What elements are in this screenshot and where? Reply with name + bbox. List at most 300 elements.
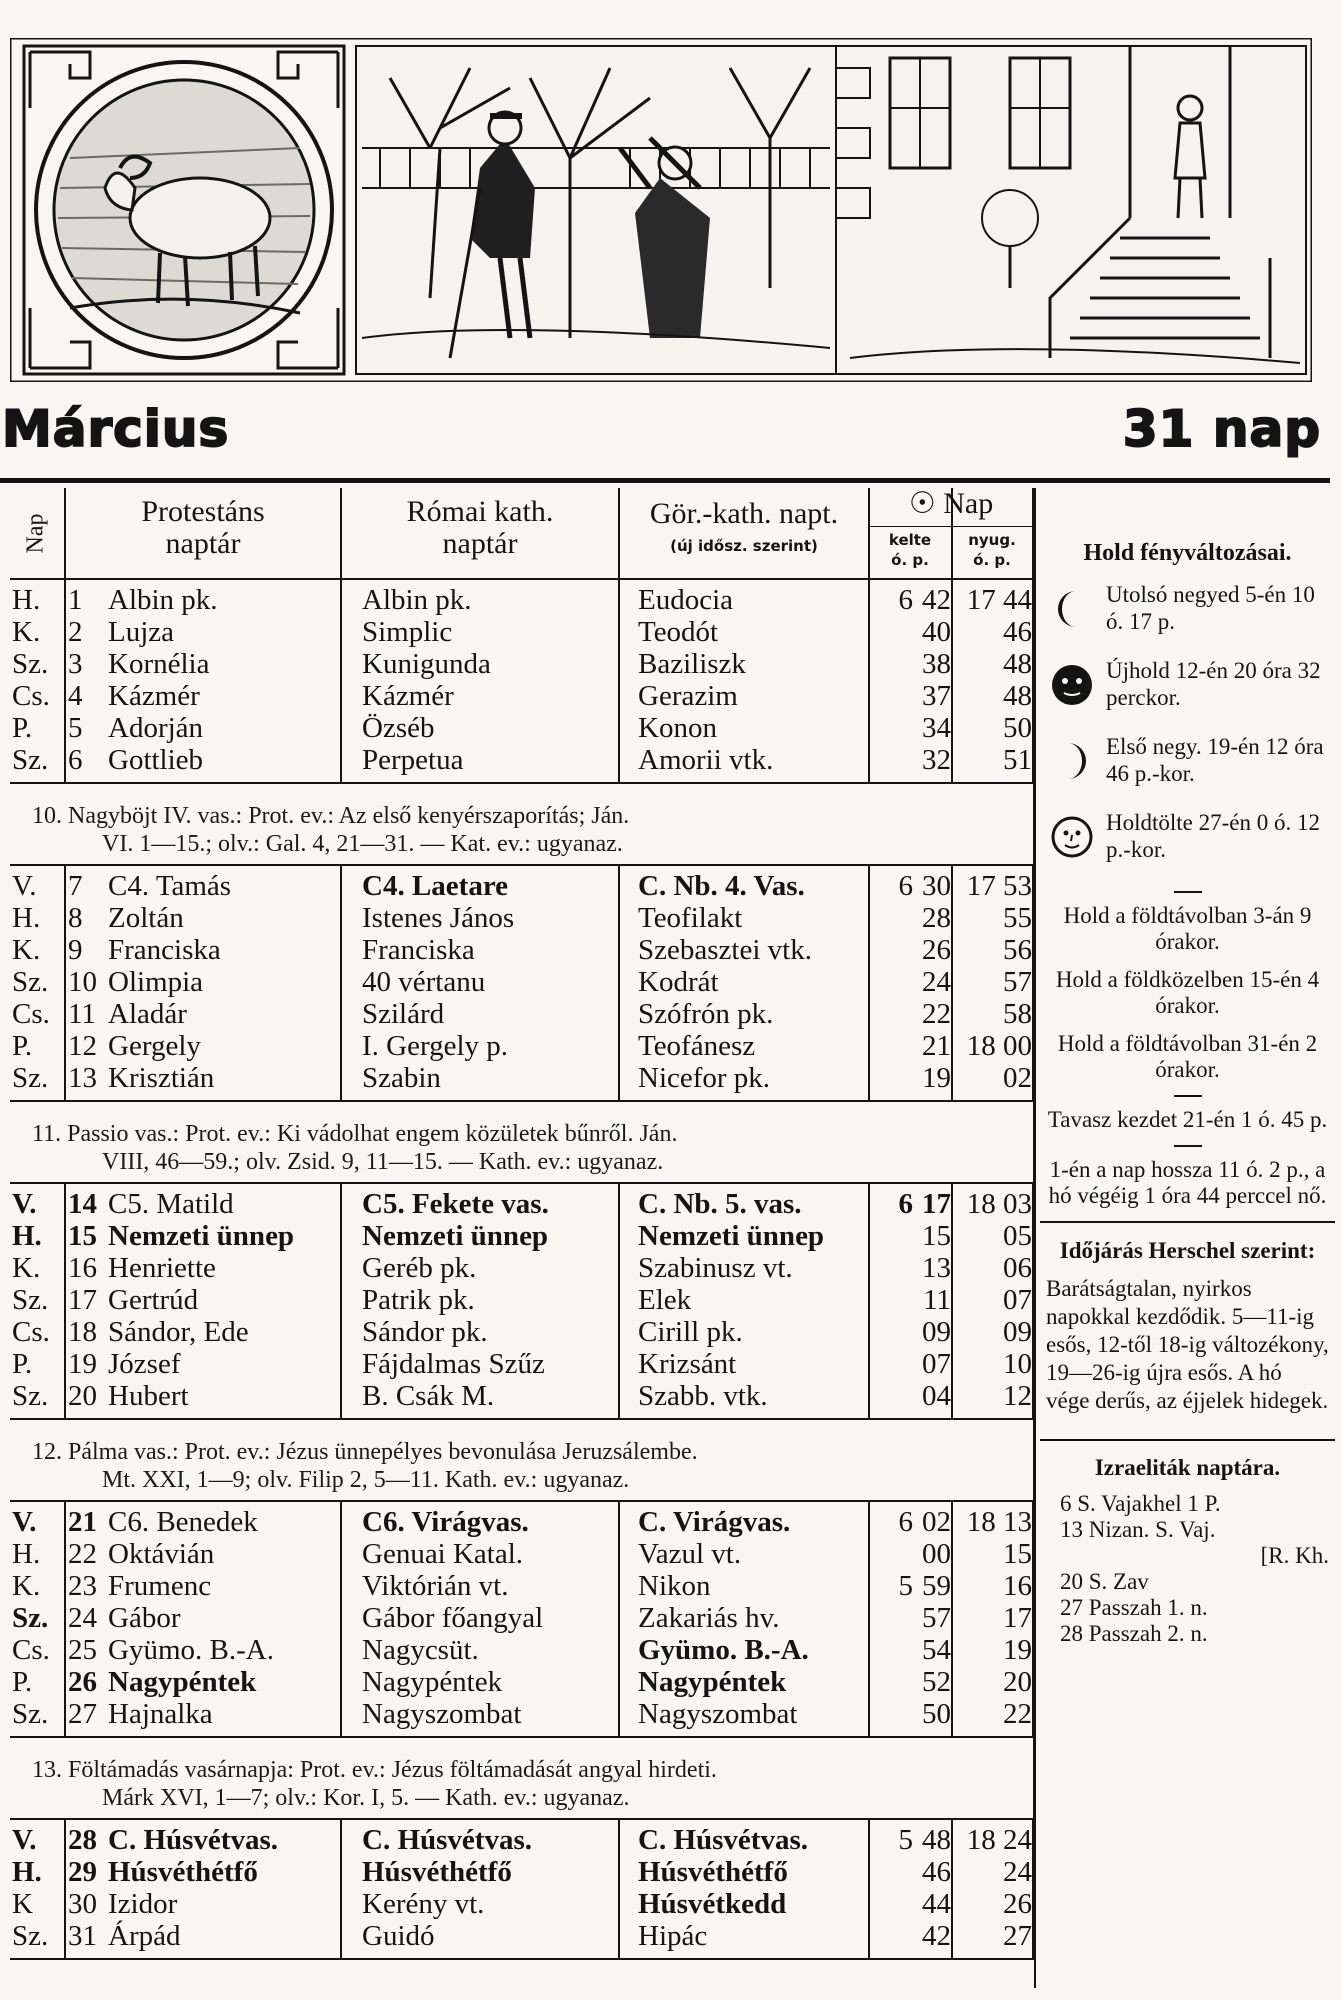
greek-catholic-name: Baziliszk (638, 648, 746, 680)
sunset-time: 02 (1003, 1062, 1032, 1094)
day-number: 20 (68, 1380, 97, 1412)
sunrise-minute: 40 (922, 616, 951, 648)
protestant-name: Nagypéntek (108, 1666, 257, 1698)
sunset-time: 17 (1003, 1602, 1032, 1634)
sunday-note (10, 1102, 1033, 1184)
greek-catholic-name: Cirill pk. (638, 1316, 743, 1348)
day-number: 11 (68, 998, 96, 1030)
weekday: P. (12, 1666, 33, 1698)
protestant-name: Olimpia (108, 966, 204, 998)
protestant-name: Sándor, Ede (108, 1316, 249, 1348)
weekday: K. (12, 616, 41, 648)
sunrise-minute: 44 (922, 1888, 951, 1920)
week-block (10, 1820, 1033, 1960)
sunset-time: 58 (1003, 998, 1032, 1030)
greek-catholic-name: C. Nb. 5. vas. (638, 1188, 802, 1220)
greek-catholic-name: Konon (638, 712, 717, 744)
sunrise-minute: 42 (922, 1920, 951, 1952)
roman-catholic-name: Franciska (362, 934, 475, 966)
sunset-time: 19 (1003, 1634, 1032, 1666)
calendar-header (10, 488, 1033, 580)
weekday: V. (12, 1506, 37, 1538)
sunrise-minute: 22 (922, 998, 951, 1030)
moon-phase-last-quarter: Utolsó negyed 5-én 10 ó. 17 p. (1040, 581, 1335, 657)
day-row (10, 1380, 1033, 1412)
sunset-time: 51 (1003, 744, 1032, 776)
note-line: Mt. XXI, 1—9; olv. Filip 2, 5—11. Kath. ev.: ugyanaz. (102, 1467, 630, 1493)
protestant-name: Kornélia (108, 648, 210, 680)
greek-catholic-name: C. Nb. 4. Vas. (638, 870, 805, 902)
roman-catholic-name: Geréb pk. (362, 1252, 477, 1284)
note-line: 10. Nagyböjt IV. vas.: Prot. ev.: Az első kenyérszaporítás; Ján. (32, 803, 630, 829)
protestant-name: Albin pk. (108, 584, 218, 616)
day-length: 1-én a nap hossza 11 ó. 2 p., a hó végéig 1 óra 44 perccel nő. (1048, 1157, 1327, 1208)
weekday: Cs. (12, 998, 50, 1030)
sunset-time: 12 (1003, 1380, 1032, 1412)
day-number: 13 (68, 1062, 97, 1094)
protestant-name: Henriette (108, 1252, 216, 1284)
day-number: 18 (68, 1316, 97, 1348)
header-sunrise: kelte ó. p. (888, 531, 932, 569)
day-number: 14 (68, 1188, 97, 1220)
sunrise-minute: 21 (922, 1030, 951, 1062)
roman-catholic-name: Genuai Katal. (362, 1538, 524, 1570)
roman-catholic-name: Gábor főangyal (362, 1602, 544, 1634)
sunset-time: 22 (1003, 1698, 1032, 1730)
month-title: Március (2, 400, 230, 458)
day-row (10, 1666, 1033, 1698)
protestant-name: Gottlieb (108, 744, 204, 776)
sunrise-minute: 19 (922, 1062, 951, 1094)
day-row (10, 1188, 1033, 1220)
greek-catholic-name: Teodót (638, 616, 719, 648)
weekday: H. (12, 584, 41, 616)
day-row (10, 1220, 1033, 1252)
day-number: 28 (68, 1824, 97, 1856)
day-row (10, 744, 1033, 776)
roman-catholic-name: Sándor pk. (362, 1316, 488, 1348)
weekday: Sz. (12, 966, 49, 998)
day-row (10, 648, 1033, 680)
sunday-note (10, 1738, 1033, 1820)
greek-catholic-name: Teofánesz (638, 1030, 756, 1062)
israelite-entry: 13 Nizan. S. Vaj. (1060, 1517, 1216, 1542)
protestant-name: Gergely (108, 1030, 201, 1062)
day-row (10, 998, 1033, 1030)
weekday: Cs. (12, 1316, 50, 1348)
day-row (10, 966, 1033, 998)
week-block (10, 1502, 1033, 1820)
day-number: 10 (68, 966, 97, 998)
weekday: H. (12, 1538, 41, 1570)
greek-catholic-name: Nicefor pk. (638, 1062, 771, 1094)
day-number: 27 (68, 1698, 97, 1730)
header-illustration (10, 38, 1312, 382)
ram-emblem-icon (24, 46, 344, 374)
header-roman-catholic: Római kath. naptár (406, 495, 554, 560)
full-moon-icon (1050, 815, 1094, 859)
calendar-table (10, 488, 1033, 1960)
day-row (10, 1030, 1033, 1062)
sunrise-minute: 42 (922, 584, 951, 616)
note-line: 11. Passio vas.: Prot. ev.: Ki vádolhat engem közületek bűnről. Ján. (32, 1121, 678, 1147)
note-line: Márk XVI, 1—7; olv.: Kor. I, 5. — Kath. ev.: ugyanaz. (102, 1785, 630, 1811)
sunrise-minute: 15 (922, 1220, 951, 1252)
weekday: V. (12, 870, 37, 902)
day-row (10, 712, 1033, 744)
weekday: Sz. (12, 1062, 49, 1094)
header-nap: Nap (22, 513, 49, 553)
sunset-time: 27 (1003, 1920, 1032, 1952)
weekday: V. (12, 1824, 37, 1856)
sunrise-minute: 52 (922, 1666, 951, 1698)
protestant-name: Gyümo. B.-A. (108, 1634, 274, 1666)
day-row (10, 1824, 1033, 1856)
sunrise-minute: 02 (922, 1506, 951, 1538)
roman-catholic-name: Özséb (362, 712, 435, 744)
sunset-time: 57 (1003, 966, 1032, 998)
greek-catholic-name: Teofilakt (638, 902, 743, 934)
sunrise-minute: 30 (922, 870, 951, 902)
day-row (10, 1062, 1033, 1094)
days-count-title: 31 nap (1122, 400, 1321, 458)
greek-catholic-name: Nagypéntek (638, 1666, 787, 1698)
day-number: 15 (68, 1220, 97, 1252)
day-number: 29 (68, 1856, 97, 1888)
sunrise-minute: 26 (922, 934, 951, 966)
header-greek-catholic: Gör.-kath. napt. (új idősz. szerint) (649, 497, 839, 555)
protestant-name: Krisztián (108, 1062, 215, 1094)
greek-catholic-name: Nagyszombat (638, 1698, 798, 1730)
sunset-time: 10 (1003, 1348, 1032, 1380)
sunrise-minute: 34 (922, 712, 951, 744)
weekday: Cs. (12, 1634, 50, 1666)
note-line: VI. 1—15.; olv.: Gal. 4, 21—31. — Kat. ev.: ugyanaz. (102, 831, 623, 857)
sunset-time: 18 00 (966, 1030, 1032, 1062)
roman-catholic-name: 40 vértanu (362, 966, 486, 998)
day-row (10, 1538, 1033, 1570)
sunset-time: 06 (1003, 1252, 1032, 1284)
sidebar (1040, 488, 1335, 1647)
israelite-calendar-title: Izraeliták naptára. (1094, 1455, 1281, 1480)
new-moon-icon (1050, 663, 1094, 707)
weekday: Sz. (12, 1380, 49, 1412)
israelite-entry: 20 S. Zav (1060, 1569, 1149, 1594)
weekday: K. (12, 1252, 41, 1284)
day-number: 26 (68, 1666, 97, 1698)
house-scene-icon (836, 46, 1306, 374)
greek-catholic-name: Nemzeti ünnep (638, 1220, 825, 1252)
protestant-name: Aladár (108, 998, 187, 1030)
roman-catholic-name: Kerény vt. (362, 1888, 485, 1920)
day-row (10, 1888, 1033, 1920)
protestant-name: Gertrúd (108, 1284, 199, 1316)
weekday: H. (12, 1856, 42, 1888)
roman-catholic-name: Viktórián vt. (362, 1570, 509, 1602)
greek-catholic-name: Húsvétkedd (638, 1888, 787, 1920)
sunrise-hour: 6 (898, 1506, 913, 1538)
moon-phase-first-quarter: Első negy. 19-én 12 óra 46 p.-kor. (1040, 733, 1335, 809)
header-sun: ☉ Nap (870, 488, 1032, 527)
weekday: Sz. (12, 1920, 49, 1952)
last-quarter-moon-icon (1050, 587, 1094, 631)
day-number: 3 (68, 648, 83, 680)
roman-catholic-name: Fájdalmas Szűz (362, 1348, 545, 1380)
sunrise-minute: 07 (922, 1348, 951, 1380)
moon-distance-1: Hold a földtávolban 3-án 9 órakor. (1063, 903, 1312, 954)
weather-text: Barátságtalan, nyirkos napokkal kezdődik. 5—11-ig esős, 12-től 18-ig változékony, 19—26-ig újra esős. A hó vége derűs, az éjjelek hidegek. (1046, 1276, 1329, 1413)
weekday: Sz. (12, 1602, 49, 1634)
roman-catholic-name: Kázmér (362, 680, 454, 712)
weekday: Cs. (12, 680, 50, 712)
day-row (10, 1634, 1033, 1666)
day-row (10, 1570, 1033, 1602)
header-protestant: Protestáns naptár (141, 495, 265, 560)
protestant-name: C6. Benedek (108, 1506, 258, 1538)
week-block (10, 1184, 1033, 1502)
greek-catholic-name: Amorii vtk. (638, 744, 774, 776)
day-number: 23 (68, 1570, 97, 1602)
sunrise-minute: 28 (922, 902, 951, 934)
day-number: 1 (68, 584, 83, 616)
day-row (10, 902, 1033, 934)
day-row (10, 1856, 1033, 1888)
sunset-time: 05 (1003, 1220, 1032, 1252)
israelite-entry: 27 Passzah 1. n. (1060, 1595, 1208, 1620)
weekday: Sz. (12, 1698, 49, 1730)
roman-catholic-name: I. Gergely p. (362, 1030, 509, 1062)
protestant-name: Adorján (108, 712, 204, 744)
roman-catholic-name: Nagypéntek (362, 1666, 503, 1698)
sunset-time: 15 (1003, 1538, 1032, 1570)
week-block (10, 580, 1033, 866)
weekday: K. (12, 934, 41, 966)
moon-phase-new-moon: Újhold 12-én 20 óra 32 perckor. (1040, 657, 1335, 733)
roman-catholic-name: Nagyszombat (362, 1698, 522, 1730)
day-row (10, 1348, 1033, 1380)
roman-catholic-name: C4. Laetare (362, 870, 509, 902)
day-row (10, 1252, 1033, 1284)
protestant-name: Árpád (108, 1920, 181, 1952)
weekday: P. (12, 1030, 33, 1062)
sunset-time: 20 (1003, 1666, 1032, 1698)
protestant-name: C4. Tamás (108, 870, 232, 902)
roman-catholic-name: Húsvéthétfő (362, 1856, 512, 1888)
protestant-name: József (108, 1348, 181, 1380)
roman-catholic-name: Perpetua (362, 744, 464, 776)
day-number: 7 (68, 870, 83, 902)
sunset-time: 16 (1003, 1570, 1032, 1602)
day-number: 2 (68, 616, 83, 648)
sunset-time: 18 13 (966, 1506, 1032, 1538)
weekday: P. (12, 712, 33, 744)
roman-catholic-name: C6. Virágvas. (362, 1506, 529, 1538)
day-number: 25 (68, 1634, 97, 1666)
moon-distance-3: Hold a földtávolban 31-én 2 órakor. (1057, 1031, 1318, 1082)
greek-catholic-name: C. Húsvétvas. (638, 1824, 808, 1856)
day-number: 4 (68, 680, 83, 712)
protestant-name: C5. Matild (108, 1188, 234, 1220)
day-number: 31 (68, 1920, 97, 1952)
sunset-time: 26 (1003, 1888, 1032, 1920)
protestant-name: C. Húsvétvas. (108, 1824, 278, 1856)
sunday-note (10, 1420, 1033, 1502)
protestant-name: Franciska (108, 934, 221, 966)
sunrise-hour: 5 (898, 1824, 913, 1856)
weekday: P. (12, 1348, 33, 1380)
greek-catholic-name: Gerazim (638, 680, 738, 712)
roman-catholic-name: C5. Fekete vas. (362, 1188, 549, 1220)
greek-catholic-name: Zakariás hv. (638, 1602, 780, 1634)
sunrise-minute: 17 (922, 1188, 951, 1220)
sunset-time: 18 03 (966, 1188, 1032, 1220)
moon-phases-title: Hold fényváltozásai. (1083, 540, 1292, 566)
day-row (10, 870, 1033, 902)
roman-catholic-name: Istenes János (362, 902, 515, 934)
greek-catholic-name: Gyümo. B.-A. (638, 1634, 809, 1666)
greek-catholic-name: Eudocia (638, 584, 734, 616)
sunrise-minute: 09 (922, 1316, 951, 1348)
day-row (10, 1698, 1033, 1730)
protestant-name: Oktávián (108, 1538, 215, 1570)
roman-catholic-name: Nemzeti ünnep (362, 1220, 549, 1252)
day-number: 30 (68, 1888, 97, 1920)
day-number: 19 (68, 1348, 97, 1380)
roman-catholic-name: Patrik pk. (362, 1284, 475, 1316)
first-quarter-moon-icon (1050, 739, 1094, 783)
weekday: K (12, 1888, 33, 1920)
roman-catholic-name: Nagycsüt. (362, 1634, 479, 1666)
sunrise-minute: 59 (922, 1570, 951, 1602)
greek-catholic-name: Nikon (638, 1570, 711, 1602)
sunset-time: 07 (1003, 1284, 1032, 1316)
israelite-entry: 6 S. Vajakhel 1 P. (1060, 1491, 1221, 1516)
protestant-name: Nemzeti ünnep (108, 1220, 295, 1252)
israelite-calendar-box (1040, 1439, 1335, 1647)
sunrise-minute: 32 (922, 744, 951, 776)
note-line: 13. Föltámadás vasárnapja: Prot. ev.: Jézus föltámadását angyal hirdeti. (32, 1757, 717, 1783)
day-row (10, 1284, 1033, 1316)
sunset-time: 17 44 (966, 584, 1032, 616)
sunrise-minute: 50 (922, 1698, 951, 1730)
roman-catholic-name: Simplic (362, 616, 453, 648)
sunset-time: 55 (1003, 902, 1032, 934)
day-number: 8 (68, 902, 83, 934)
roman-catholic-name: C. Húsvétvas. (362, 1824, 532, 1856)
sunset-time: 18 24 (966, 1824, 1032, 1856)
greek-catholic-name: Szófrón pk. (638, 998, 774, 1030)
moon-phase-full-moon: Holdtölte 27-én 0 ó. 12 p.-kor. (1040, 809, 1335, 885)
roman-catholic-name: Kunigunda (362, 648, 491, 680)
day-number: 16 (68, 1252, 97, 1284)
sunrise-minute: 04 (922, 1380, 951, 1412)
spring-start: Tavasz kezdet 21-én 1 ó. 45 p. (1047, 1107, 1328, 1132)
weekday: K. (12, 1570, 41, 1602)
roman-catholic-name: B. Csák M. (362, 1380, 495, 1412)
note-line: 12. Pálma vas.: Prot. ev.: Jézus ünnepélyes bevonulása Jeruzsálembe. (32, 1439, 698, 1465)
day-number: 6 (68, 744, 83, 776)
weekday: Sz. (12, 744, 49, 776)
sunrise-minute: 24 (922, 966, 951, 998)
day-number: 12 (68, 1030, 97, 1062)
sunrise-minute: 37 (922, 680, 951, 712)
sunrise-minute: 00 (922, 1538, 951, 1570)
sunday-note (10, 784, 1033, 866)
protestant-name: Frumenc (108, 1570, 212, 1602)
sunset-time: 46 (1003, 616, 1032, 648)
greek-catholic-name: Hipác (638, 1920, 708, 1952)
sunrise-minute: 57 (922, 1602, 951, 1634)
greek-catholic-name: C. Virágvas. (638, 1506, 791, 1538)
weekday: H. (12, 1220, 42, 1252)
greek-catholic-name: Szebasztei vtk. (638, 934, 812, 966)
day-row (10, 616, 1033, 648)
israelite-entry: [R. Kh. (1260, 1543, 1329, 1568)
roman-catholic-name: Guidó (362, 1920, 435, 1952)
israelite-entry: 28 Passzah 2. n. (1060, 1621, 1208, 1646)
day-number: 21 (68, 1506, 97, 1538)
day-row (10, 584, 1033, 616)
protestant-name: Lujza (108, 616, 175, 648)
sunrise-hour: 6 (898, 870, 913, 902)
weeks-container (10, 580, 1033, 1960)
weekday: H. (12, 902, 41, 934)
protestant-name: Gábor (108, 1602, 181, 1634)
sunrise-minute: 46 (922, 1856, 951, 1888)
day-number: 9 (68, 934, 83, 966)
sunset-time: 50 (1003, 712, 1032, 744)
sunrise-minute: 13 (922, 1252, 951, 1284)
greek-catholic-name: Szabinusz vt. (638, 1252, 793, 1284)
day-row (10, 1920, 1033, 1952)
moon-distance-2: Hold a földközelben 15-én 4 órakor. (1055, 967, 1320, 1018)
greek-catholic-name: Vazul vt. (638, 1538, 742, 1570)
sunrise-minute: 11 (923, 1284, 951, 1316)
sunrise-minute: 48 (922, 1824, 951, 1856)
weekday: Sz. (12, 648, 49, 680)
greek-catholic-name: Szabb. vtk. (638, 1380, 768, 1412)
day-number: 5 (68, 712, 83, 744)
weekday: Sz. (12, 1284, 49, 1316)
roman-catholic-name: Szilárd (362, 998, 445, 1030)
greek-catholic-name: Húsvéthétfő (638, 1856, 788, 1888)
week-block (10, 866, 1033, 1184)
weather-title: Időjárás Herschel szerint: (1059, 1238, 1316, 1263)
day-row (10, 1316, 1033, 1348)
protestant-name: Kázmér (108, 680, 200, 712)
sunrise-hour: 5 (898, 1570, 913, 1602)
day-row (10, 680, 1033, 712)
protestant-name: Izidor (108, 1888, 178, 1920)
protestant-name: Hubert (108, 1380, 189, 1412)
greek-catholic-name: Elek (638, 1284, 692, 1316)
protestant-name: Hajnalka (108, 1698, 213, 1730)
sunrise-minute: 38 (922, 648, 951, 680)
greek-catholic-name: Kodrát (638, 966, 719, 998)
sunrise-hour: 6 (898, 584, 913, 616)
note-line: VIII, 46—59.; olv. Zsid. 9, 11—15. — Kath. ev.: ugyanaz. (102, 1149, 664, 1175)
sunrise-hour: 6 (898, 1188, 913, 1220)
sunset-time: 56 (1003, 934, 1032, 966)
day-number: 17 (68, 1284, 97, 1316)
day-row (10, 934, 1033, 966)
garden-scene-icon (356, 46, 836, 374)
protestant-name: Húsvéthétfő (108, 1856, 258, 1888)
protestant-name: Zoltán (108, 902, 184, 934)
weekday: V. (12, 1188, 37, 1220)
greek-catholic-name: Krizsánt (638, 1348, 737, 1380)
day-number: 22 (68, 1538, 97, 1570)
